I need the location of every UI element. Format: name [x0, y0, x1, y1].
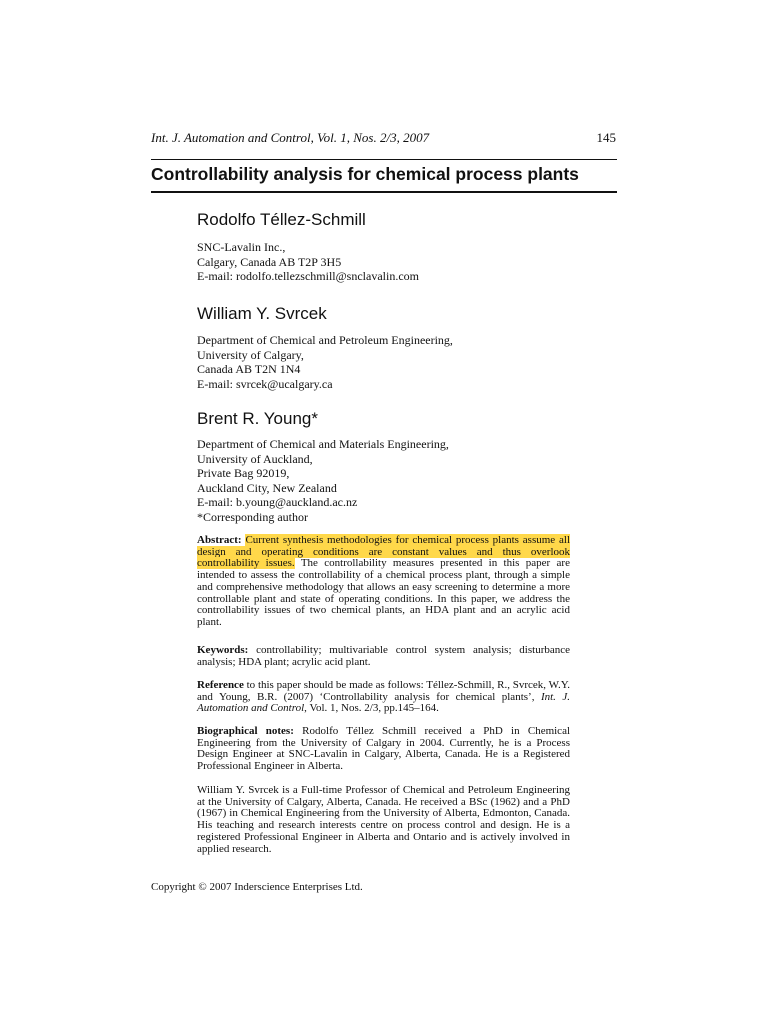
- affiliation-line: Private Bag 92019,: [197, 466, 290, 480]
- keywords-label: Keywords:: [197, 644, 249, 656]
- page-number: 145: [596, 130, 616, 145]
- affiliation-line: Calgary, Canada AB T2P 3H5: [197, 254, 342, 269]
- title-rule: [151, 191, 617, 193]
- copyright: Copyright © 2007 Inderscience Enterprises Ltd.: [151, 881, 363, 893]
- bio-text: Rodolfo Téllez Schmill received a PhD in Chemical Engineering from the University of Calgary in 2004. Currently, he is a Process Design Engineer at SNC-Lavalin in Calgary, Alberta, Canada. He is a Registered Professional Engineer in Alberta.: [197, 725, 571, 773]
- paper-title: Controllability analysis for chemical process plants: [151, 164, 579, 184]
- top-rule: [151, 159, 617, 160]
- affiliation-line: University of Auckland,: [197, 451, 313, 466]
- reference: [197, 680, 570, 715]
- reference-text-end: , Vol. 1, Nos. 2/3, pp.145–164.: [304, 702, 439, 715]
- author-name: William Y. Svrcek: [197, 304, 327, 323]
- biographical-notes: [197, 726, 570, 773]
- journal-citation: Int. J. Automation and Control, Vol. 1, Nos. 2/3, 2007: [151, 130, 430, 145]
- affiliation-line: Department of Chemical and Materials Engineering,: [197, 437, 449, 451]
- keywords: [197, 645, 570, 668]
- abstract-highlight: Current synthesis methodologies for chemical process plants assume all design and operating conditions are constant values and thus overlook controllability issues.: [197, 534, 571, 570]
- affiliation-line: SNC-Lavalin Inc.,: [197, 240, 286, 254]
- author-affiliation: [197, 240, 617, 284]
- affiliation-line: University of Calgary,: [197, 347, 304, 362]
- affiliation-line: E-mail: b.young@auckland.ac.nz: [197, 495, 358, 509]
- abstract: [197, 535, 570, 629]
- affiliation-line: Canada AB T2N 1N4: [197, 362, 301, 376]
- bio-label: Biographical notes:: [197, 725, 294, 737]
- reference-label: Reference: [197, 679, 244, 691]
- affiliation-line: E-mail: svrcek@ucalgary.ca: [197, 376, 333, 391]
- author-affiliation: [197, 333, 617, 391]
- abstract-text: The controllability measures presented in this paper are intended to assess the controllability of a chemical process plant, through a simple and comprehensive methodology that allows an easy screening to determine a more controllable plant and state of operating conditions. In this paper, we address the controllability issues of two chemical plants, an HDA plant and an acrylic acid plant.: [197, 557, 570, 628]
- reference-text: to this paper should be made as follows: Téllez-Schmill, R., Svrcek, W.Y. and Young, B.R. (2007) ‘Controllability analysis for chemical plants’,: [197, 679, 571, 703]
- bio-paragraph: William Y. Svrcek is a Full-time Professor of Chemical and Petroleum Engineering at the University of Calgary, Alberta, Canada. He received a BSc (1962) and a PhD (1967) in Chemical Engineering from the University of Alberta, Edmonton, Canada. His teaching and research interests centre on process control and design. He is a registered Professional Engineer in Alberta and Ontario and is actively involved in applied research.: [197, 784, 570, 855]
- reference-journal: Int. J. Automation and Control: [197, 690, 571, 715]
- author-name: Rodolfo Téllez-Schmill: [197, 210, 366, 229]
- author-name: Brent R. Young*: [197, 409, 318, 428]
- author-affiliation: [197, 437, 617, 524]
- affiliation-line: Auckland City, New Zealand: [197, 480, 337, 495]
- abstract-label: Abstract:: [197, 534, 242, 546]
- affiliation-line: E-mail: rodolfo.tellezschmill@snclavalin.com: [197, 269, 419, 283]
- affiliation-line: Department of Chemical and Petroleum Engineering,: [197, 333, 453, 347]
- affiliation-line: *Corresponding author: [197, 509, 308, 524]
- keywords-text: controllability; multivariable control system analysis; disturbance analysis; HDA plant; acrylic acid plant.: [197, 644, 571, 668]
